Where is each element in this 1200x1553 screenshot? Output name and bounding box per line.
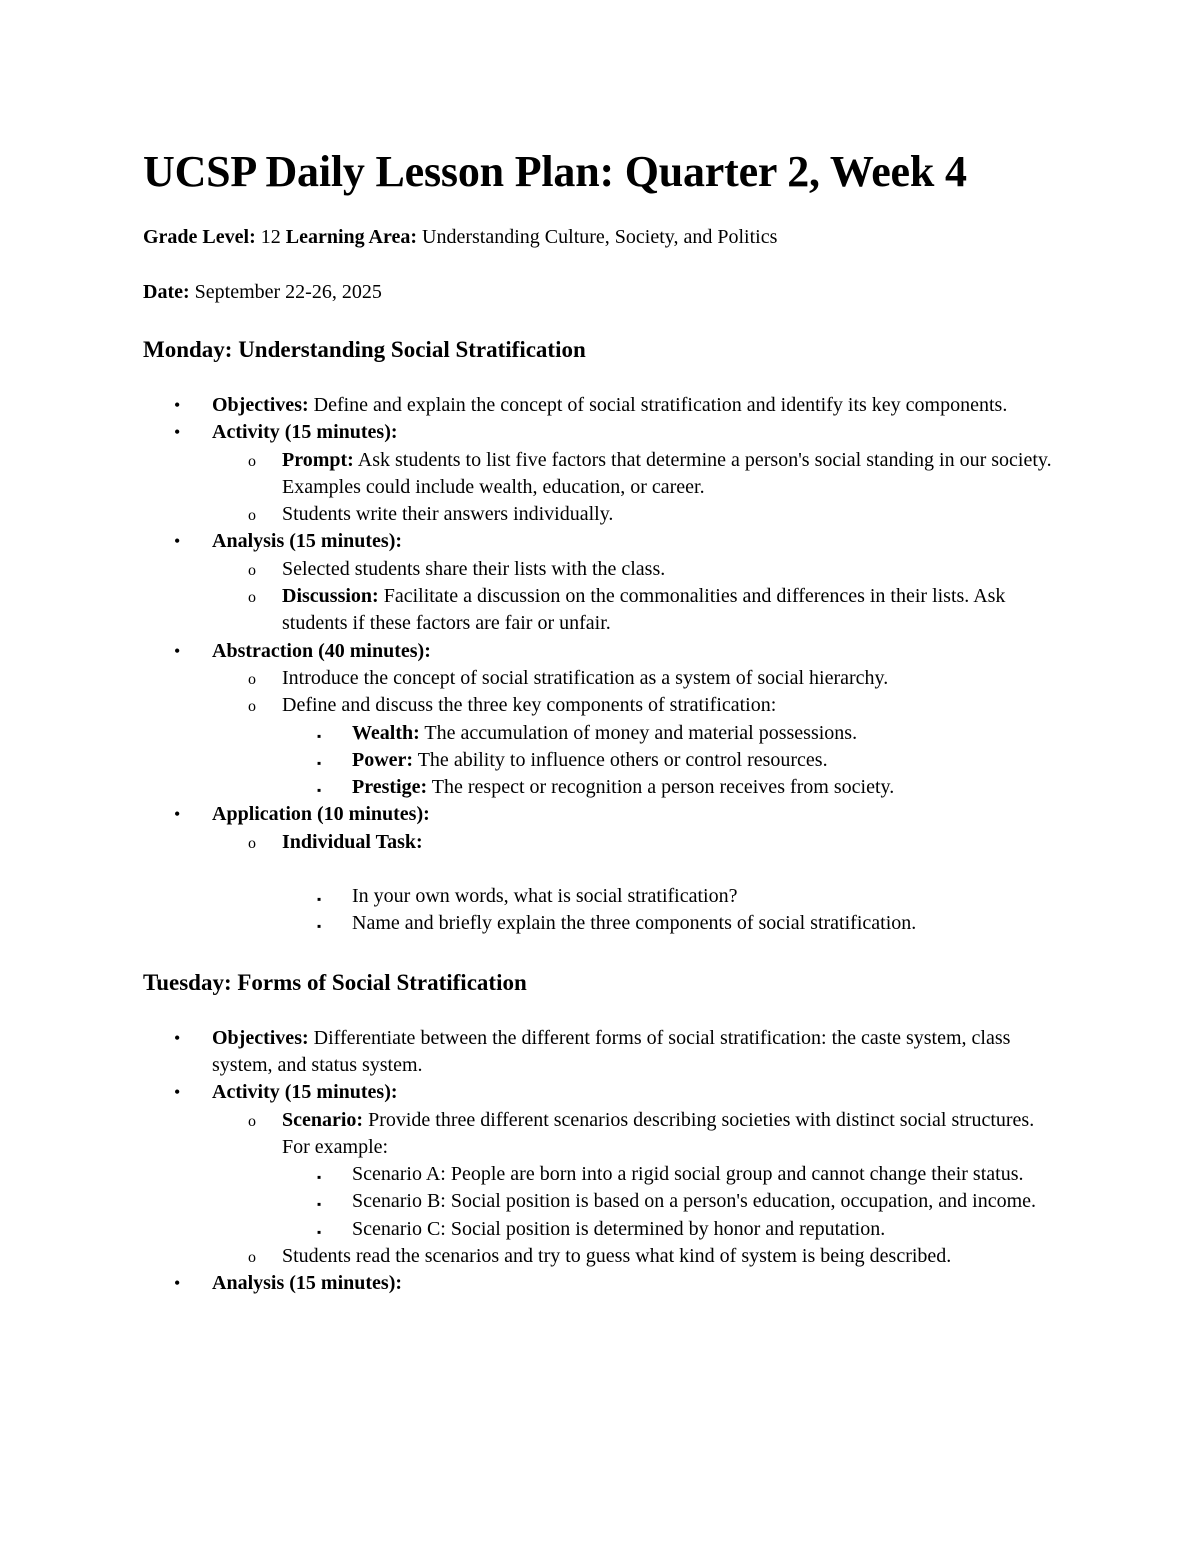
activity-sublist xyxy=(212,1107,1063,1271)
circle-bullet-icon: o xyxy=(248,452,256,470)
bullet-icon: • xyxy=(174,804,181,825)
list-item xyxy=(282,883,1063,910)
grade-label: Grade Level: xyxy=(143,226,256,248)
application-label: Application (10 minutes): xyxy=(212,803,430,826)
date-label: Date: xyxy=(143,281,190,303)
wealth-text: The accumulation of money and material possessions. xyxy=(424,721,858,744)
prestige-label: Prestige: xyxy=(352,776,428,799)
prestige-text: The respect or recognition a person receives from society. xyxy=(431,776,895,799)
list-item xyxy=(282,747,1063,774)
list-item xyxy=(212,501,1063,528)
objectives-label: Objectives: xyxy=(212,1026,309,1049)
list-item-text: Name and briefly explain the three components of social stratification. xyxy=(352,912,917,935)
analysis-sublist xyxy=(212,556,1063,638)
square-bullet-icon: ▪ xyxy=(317,1197,322,1212)
list-item-text: Students read the scenarios and try to guess what kind of system is being described. xyxy=(282,1245,952,1268)
power-label: Power: xyxy=(352,748,414,771)
circle-bullet-icon: o xyxy=(248,1249,256,1267)
objectives-label: Objectives: xyxy=(212,394,309,416)
bullet-icon: • xyxy=(174,640,181,661)
circle-bullet-icon: o xyxy=(248,1112,256,1130)
bullet-icon: • xyxy=(174,422,181,443)
list-item xyxy=(282,774,1063,801)
objectives-text: Define and explain the concept of social stratification and identify its key components. xyxy=(313,394,1008,416)
activity-label: Activity (15 minutes): xyxy=(212,1081,398,1104)
list-item xyxy=(212,447,1063,502)
monday-list xyxy=(143,392,1063,938)
prompt-label: Prompt: xyxy=(282,448,354,471)
circle-bullet-icon: o xyxy=(248,589,256,607)
square-bullet-icon: ▪ xyxy=(317,783,322,798)
square-bullet-icon: ▪ xyxy=(317,919,322,934)
list-item xyxy=(143,392,1063,419)
list-item-text: Selected students share their lists with the class. xyxy=(282,557,666,580)
wealth-label: Wealth: xyxy=(352,721,420,744)
monday-heading: Monday: Understanding Social Stratification xyxy=(143,337,586,362)
circle-bullet-icon: o xyxy=(248,670,256,688)
bullet-icon: • xyxy=(174,395,181,415)
activity-label: Activity (15 minutes): xyxy=(212,421,398,444)
date-line xyxy=(143,279,1063,306)
date-value: September 22-26, 2025 xyxy=(194,281,382,303)
square-bullet-icon: ▪ xyxy=(317,755,322,770)
list-item xyxy=(143,528,1063,637)
bullet-icon: • xyxy=(174,1082,181,1103)
components-sublist xyxy=(282,720,1063,802)
list-item-text: Define and discuss the three key components of stratification: xyxy=(282,694,777,717)
list-item-text: Students write their answers individually. xyxy=(282,503,614,526)
scenario-sublist xyxy=(282,1161,1063,1243)
circle-bullet-icon: o xyxy=(248,698,256,716)
list-item xyxy=(143,1025,1063,1080)
objectives-text: Differentiate between the different forms of social stratification: the caste system, class system, and status system. xyxy=(212,1026,1011,1076)
list-item xyxy=(212,829,1063,938)
grade-value: 12 xyxy=(260,226,281,248)
page-title: UCSP Daily Lesson Plan: Quarter 2, Week 4 xyxy=(143,147,967,196)
learning-area-label: Learning Area: xyxy=(285,226,418,248)
tuesday-heading: Tuesday: Forms of Social Stratification xyxy=(143,969,527,995)
list-item xyxy=(212,1243,1063,1270)
list-item xyxy=(282,1161,1063,1188)
abstraction-sublist xyxy=(212,665,1063,801)
list-item xyxy=(143,638,1063,802)
power-text: The ability to influence others or control resources. xyxy=(417,748,828,771)
list-item-text: In your own words, what is social stratification? xyxy=(352,885,738,908)
scenario-text: Provide three different scenarios describing societies with distinct social structures. For example: xyxy=(282,1108,1035,1158)
analysis-label: Analysis (15 minutes): xyxy=(212,530,403,553)
bullet-icon: • xyxy=(174,1273,181,1294)
list-item-text: Introduce the concept of social stratification as a system of social hierarchy. xyxy=(282,666,889,689)
application-sublist xyxy=(212,829,1063,938)
list-item xyxy=(143,419,1063,528)
grade-area-line xyxy=(143,224,1063,251)
square-bullet-icon: ▪ xyxy=(317,728,322,743)
list-item-text: Scenario A: People are born into a rigid social group and cannot change their status. xyxy=(352,1163,1024,1186)
list-item-text: Scenario B: Social position is based on a person's education, occupation, and income. xyxy=(352,1190,1037,1213)
square-bullet-icon: ▪ xyxy=(317,1224,322,1239)
bullet-icon: • xyxy=(174,1027,181,1048)
scenario-label: Scenario: xyxy=(282,1108,364,1131)
list-item xyxy=(212,665,1063,692)
list-item xyxy=(143,1270,1063,1297)
individual-task-label: Individual Task: xyxy=(282,830,423,853)
abstraction-label: Abstraction (40 minutes): xyxy=(212,639,431,662)
discussion-text: Facilitate a discussion on the commonalities and differences in their lists. Ask students if these factors are fair or unfair. xyxy=(282,585,1006,635)
list-item xyxy=(282,1188,1063,1215)
document-page xyxy=(143,142,1063,1298)
list-item xyxy=(143,1079,1063,1270)
list-item xyxy=(143,801,1063,937)
task-questions xyxy=(282,883,1063,938)
analysis-label: Analysis (15 minutes): xyxy=(212,1272,403,1295)
bullet-icon: • xyxy=(174,531,181,552)
discussion-label: Discussion: xyxy=(282,585,379,608)
list-item xyxy=(212,692,1063,801)
list-item xyxy=(212,556,1063,583)
square-bullet-icon: ▪ xyxy=(317,892,322,907)
circle-bullet-icon: o xyxy=(248,834,256,852)
list-item-text: Scenario C: Social position is determined by honor and reputation. xyxy=(352,1217,886,1240)
circle-bullet-icon: o xyxy=(248,507,256,525)
prompt-text: Ask students to list five factors that determine a person's social standing in our society. Examples could include wealth, education, or career. xyxy=(282,448,1052,498)
list-item xyxy=(212,583,1063,638)
tuesday-list xyxy=(143,1025,1063,1298)
circle-bullet-icon: o xyxy=(248,561,256,579)
square-bullet-icon: ▪ xyxy=(317,1170,322,1185)
activity-sublist xyxy=(212,447,1063,529)
list-item xyxy=(282,720,1063,747)
learning-area-value: Understanding Culture, Society, and Politics xyxy=(422,226,778,248)
list-item xyxy=(282,910,1063,937)
list-item xyxy=(212,1107,1063,1243)
list-item xyxy=(282,1216,1063,1243)
